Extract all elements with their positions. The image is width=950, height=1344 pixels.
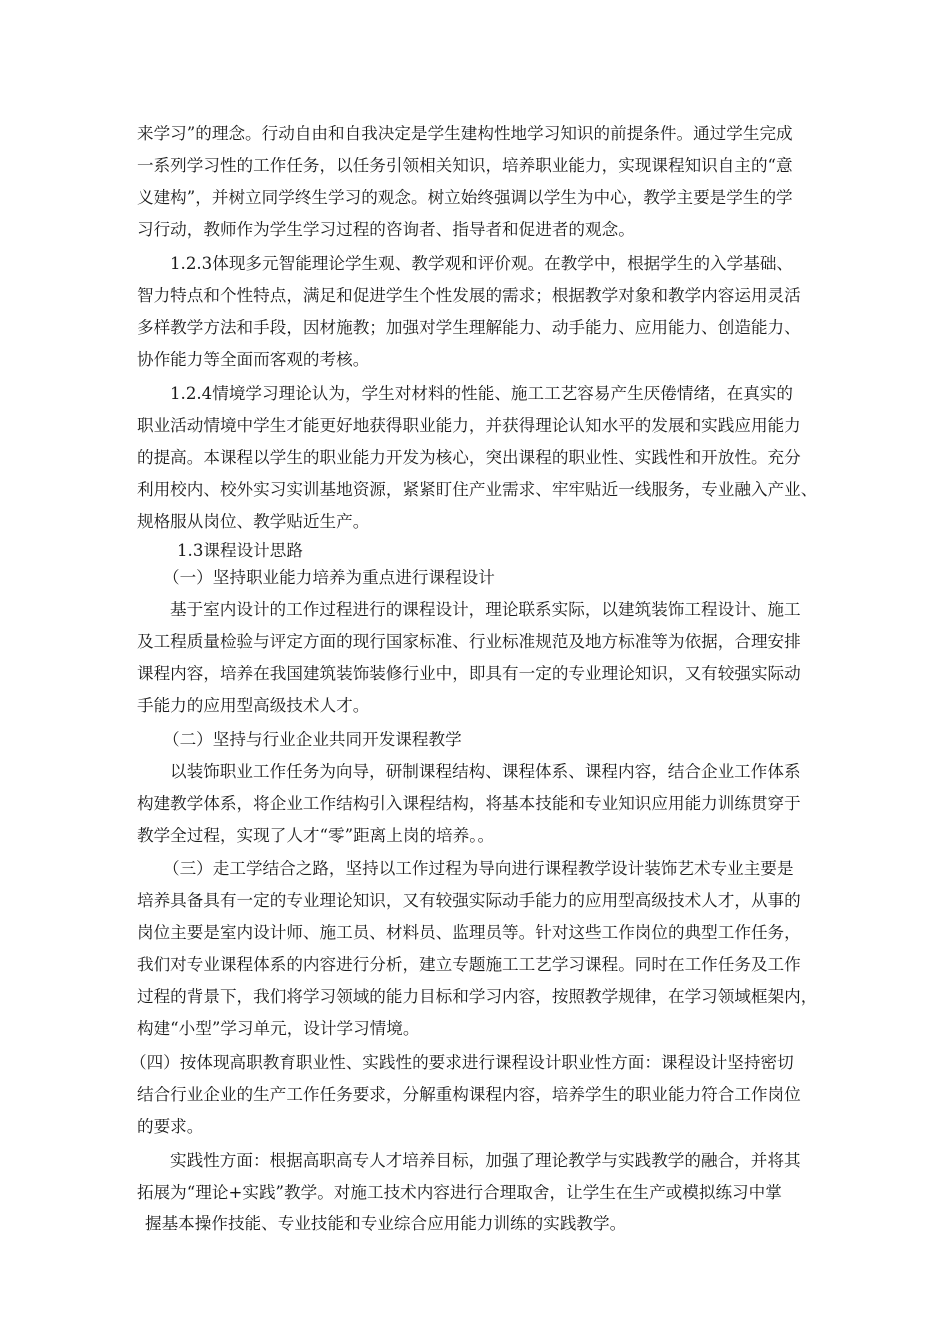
text-line: 习行动，教师作为学生学习过程的咨询者、指导者和促进者的观念。: [137, 220, 635, 239]
text-line: 结合行业企业的生产工作任务要求，分解重构课程内容，培养学生的职业能力符合工作岗位: [137, 1085, 801, 1104]
subsection-heading: （四）按体现高职教育职业性、实践性的要求进行课程设计职业性方面：课程设计坚持密切: [130, 1053, 794, 1072]
text-line: 教学全过程，实现了人才“零”距离上岗的培养。。: [137, 826, 495, 845]
text-line: 多样教学方法和手段，因材施教；加强对学生理解能力、动手能力、应用能力、创造能力、: [137, 318, 801, 337]
text-line: 利用校内、校外实习实训基地资源，紧紧盯住产业需求、牢牢贴近一线服务，专业融入产业、: [137, 480, 818, 499]
text-line: 来学习”的理念。行动自由和自我决定是学生建构性地学习知识的前提条件。通过学生完成: [137, 124, 793, 143]
text-line: 智力特点和个性特点，满足和促进学生个性发展的需求；根据教学对象和教学内容运用灵活: [137, 286, 801, 305]
text-line: 的提高。本课程以学生的职业能力开发为核心，突出课程的职业性、实践性和开放性。充分: [137, 448, 801, 467]
text-line: 岗位主要是室内设计师、施工员、材料员、监理员等。针对这些工作岗位的典型工作任务，: [137, 923, 801, 942]
text-line: 构建“小型”学习单元，设计学习情境。: [137, 1019, 420, 1038]
text-line: 手能力的应用型高级技术人才。: [137, 696, 370, 715]
text-line: 实践性方面：根据高职高专人才培养目标，加强了理论教学与实践教学的融合，并将其: [170, 1151, 801, 1170]
text-line: 拓展为“理论+实践”教学。对施工技术内容进行合理取舍，让学生在生产或模拟练习中掌: [137, 1183, 782, 1202]
text-line: 握基本操作技能、专业技能和专业综合应用能力训练的实践教学。: [145, 1214, 627, 1233]
text-line: 构建教学体系，将企业工作结构引入课程结构，将基本技能和专业知识应用能力训练贯穿于: [137, 794, 801, 813]
text-line: 义建构”，并树立同学终生学习的观念。树立始终强调以学生为中心，教学主要是学生的学: [137, 188, 793, 207]
text-line: 培养具备具有一定的专业理论知识，又有较强实际动手能力的应用型高级技术人才，从事的: [137, 891, 801, 910]
text-line: 基于室内设计的工作过程进行的课程设计，理论联系实际，以建筑装饰工程设计、施工: [170, 600, 801, 619]
subsection-heading: （一）坚持职业能力培养为重点进行课程设计: [163, 568, 495, 587]
text-line: 的要求。: [137, 1117, 204, 1136]
text-line: 一系列学习性的工作任务，以任务引领相关知识，培养职业能力，实现课程知识自主的“意: [137, 156, 793, 175]
text-line: 我们对专业课程体系的内容进行分析，建立专题施工工艺学习课程。同时在工作任务及工作: [137, 955, 801, 974]
text-line: 1.2.3体现多元智能理论学生观、教学观和评价观。在教学中，根据学生的入学基础、: [170, 254, 794, 273]
text-line: 课程内容，培养在我国建筑装饰装修行业中，即具有一定的专业理论知识，又有较强实际动: [137, 664, 801, 683]
section-heading: 1.3课程设计思路: [177, 541, 303, 560]
text-line: 规格服从岗位、教学贴近生产。: [137, 512, 370, 531]
text-line: 协作能力等全面而客观的考核。: [137, 350, 370, 369]
text-line: 以装饰职业工作任务为向导，研制课程结构、课程体系、课程内容，结合企业工作体系: [170, 762, 801, 781]
text-line: 及工程质量检验与评定方面的现行国家标准、行业标准规范及地方标准等为依据，合理安排: [137, 632, 801, 651]
subsection-heading: （三）走工学结合之路，坚持以工作过程为导向进行课程教学设计装饰艺术专业主要是: [163, 859, 794, 878]
text-line: 过程的背景下，我们将学习领域的能力目标和学习内容，按照教学规律，在学习领域框架内，: [137, 987, 818, 1006]
subsection-heading: （二）坚持与行业企业共同开发课程教学: [163, 730, 462, 749]
text-line: 1.2.4情境学习理论认为，学生对材料的性能、施工工艺容易产生厌倦情绪，在真实的: [170, 384, 794, 403]
text-line: 职业活动情境中学生才能更好地获得职业能力，并获得理论认知水平的发展和实践应用能力: [137, 416, 801, 435]
